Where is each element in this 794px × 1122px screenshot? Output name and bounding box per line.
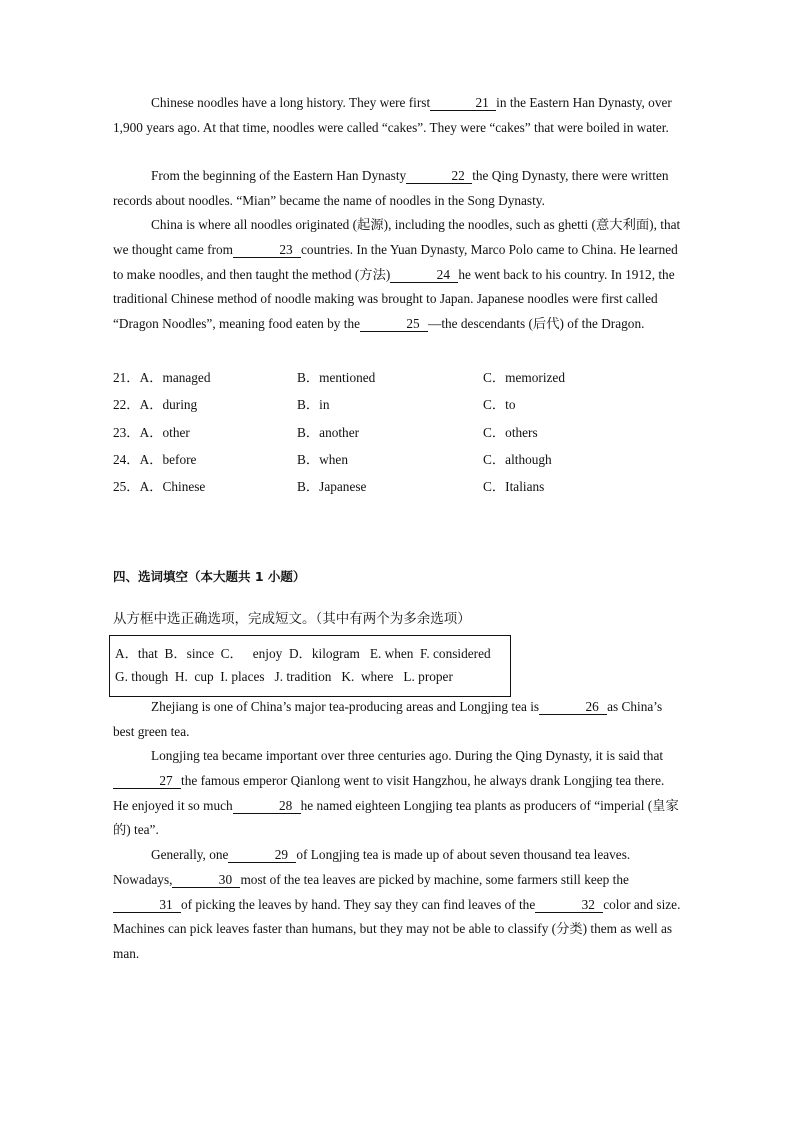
blank-26[interactable]	[539, 700, 607, 715]
options-list-1	[113, 371, 713, 507]
passage1-paragraph2	[113, 164, 681, 214]
blank-number: 21	[475, 95, 489, 110]
blank-number: 31	[159, 896, 173, 912]
word-bank-line-1: A．that B．since C． enjoy D．kilogram E. when F. considered	[115, 646, 491, 661]
option-a[interactable]: 24．A．before	[113, 451, 197, 467]
word-bank-box	[109, 635, 511, 697]
blank-number: 24	[436, 266, 450, 282]
blank-number: 29	[274, 847, 289, 862]
option-a[interactable]: 25．A．Chinese	[113, 479, 206, 495]
blank-number: 22	[451, 168, 465, 183]
option-row-25	[113, 480, 713, 507]
option-a[interactable]: 21．A．managed	[113, 370, 211, 385]
blank-22[interactable]	[406, 169, 472, 184]
blank-21[interactable]	[430, 96, 496, 111]
text: as China’s best green tea.	[113, 699, 663, 739]
text: Zhejiang is one of China’s major tea-producing areas and Longjing tea is	[151, 699, 540, 714]
section-instruction: 从方框中选正确选项，完成短文。（其中有两个为多余选项）	[113, 611, 471, 627]
passage2-paragraph1	[113, 695, 681, 745]
blank-number: 26	[585, 699, 599, 714]
blank-31[interactable]	[113, 898, 181, 913]
text: color and size. Machines can pick leaves faster than humans, but they may not be able to classify (分类) them as well as man.	[113, 896, 681, 962]
option-row-22	[113, 398, 713, 425]
text: he went back to his country. In 1912, the traditional Chinese method of noodle making was brought to Japan. Japanese noodles were first called “Dragon Noodles”, meaning food eaten by the	[113, 266, 675, 332]
text: of Longjing tea is made up of about seven thousand tea leaves. Nowadays,	[113, 847, 631, 887]
blank-23[interactable]	[233, 243, 301, 258]
text: From the beginning of the Eastern Han Dynasty	[151, 168, 407, 183]
option-a[interactable]: 23．A．other	[113, 424, 190, 440]
blank-32[interactable]	[535, 898, 603, 913]
passage2-paragraph3	[113, 843, 681, 967]
text: of picking the leaves by hand. They say they can find leaves of the	[181, 896, 536, 912]
blank-28[interactable]	[233, 799, 301, 814]
text: Chinese noodles have a long history. They were first	[151, 95, 431, 110]
blank-24[interactable]	[390, 268, 458, 283]
option-a[interactable]: 22．A．during	[113, 397, 198, 413]
blank-30[interactable]	[172, 873, 240, 888]
blank-27[interactable]	[113, 774, 181, 789]
text: China is where all noodles originated (起源), including the noodles, such as ghetti (意大利面), that we thought came from	[113, 217, 681, 257]
blank-number: 27	[159, 772, 173, 788]
blank-number: 32	[581, 896, 595, 912]
option-row-23	[113, 426, 713, 453]
option-b[interactable]: B．when	[297, 451, 348, 467]
option-c[interactable]: C．others	[483, 424, 538, 440]
blank-number: 25	[406, 316, 420, 332]
option-row-21	[113, 371, 713, 398]
blank-number: 23	[279, 241, 293, 257]
option-c[interactable]: C．although	[483, 451, 552, 467]
option-b[interactable]: B．mentioned	[297, 370, 376, 385]
text: the Qing Dynasty, there were written records about noodles. “Mian” became the name of noodles in the Song Dynasty.	[113, 168, 669, 208]
blank-number: 28	[279, 797, 293, 813]
text: —the descendants (后代) of the Dragon.	[428, 316, 645, 332]
option-b[interactable]: B．in	[297, 397, 330, 413]
option-c[interactable]: C．memorized	[483, 370, 565, 385]
option-c[interactable]: C．to	[483, 397, 516, 413]
option-c[interactable]: C．Italians	[483, 479, 545, 495]
passage1-paragraph1	[113, 91, 681, 141]
blank-number: 30	[218, 871, 233, 887]
option-row-24	[113, 453, 713, 480]
blank-29[interactable]	[228, 848, 296, 863]
option-b[interactable]: B．another	[297, 424, 360, 440]
passage2-paragraph2	[113, 744, 681, 843]
text: the famous emperor Qianlong went to visit Hangzhou, he always drank Longjing tea there. He enjoyed it so much	[113, 772, 665, 813]
text: most of the tea leaves are picked by machine, some farmers still keep the	[240, 871, 629, 887]
word-bank-line-2: G. though H. cup I. places J. tradition K. where L. proper	[115, 669, 453, 684]
passage1-paragraph3	[113, 213, 681, 337]
text: in the Eastern Han Dynasty, over 1,900 years ago. At that time, noodles were called “cakes”. They were “cakes” that were boiled in water.	[113, 95, 672, 135]
text: Generally, one	[151, 847, 229, 862]
blank-25[interactable]	[360, 317, 428, 332]
text: countries. In the Yuan Dynasty, Marco Polo came to China. He learned to make noodles, and then taught the method (方法)	[113, 241, 678, 282]
text: he named eighteen Longjing tea plants as producers of “imperial (皇家的) tea”.	[113, 797, 679, 838]
section-title: 四、选词填空（本大题共 1 小题）	[113, 569, 306, 584]
option-b[interactable]: B．Japanese	[297, 479, 367, 495]
text: Longjing tea became important over three centuries ago. During the Qing Dynasty, it is said that	[151, 748, 664, 763]
